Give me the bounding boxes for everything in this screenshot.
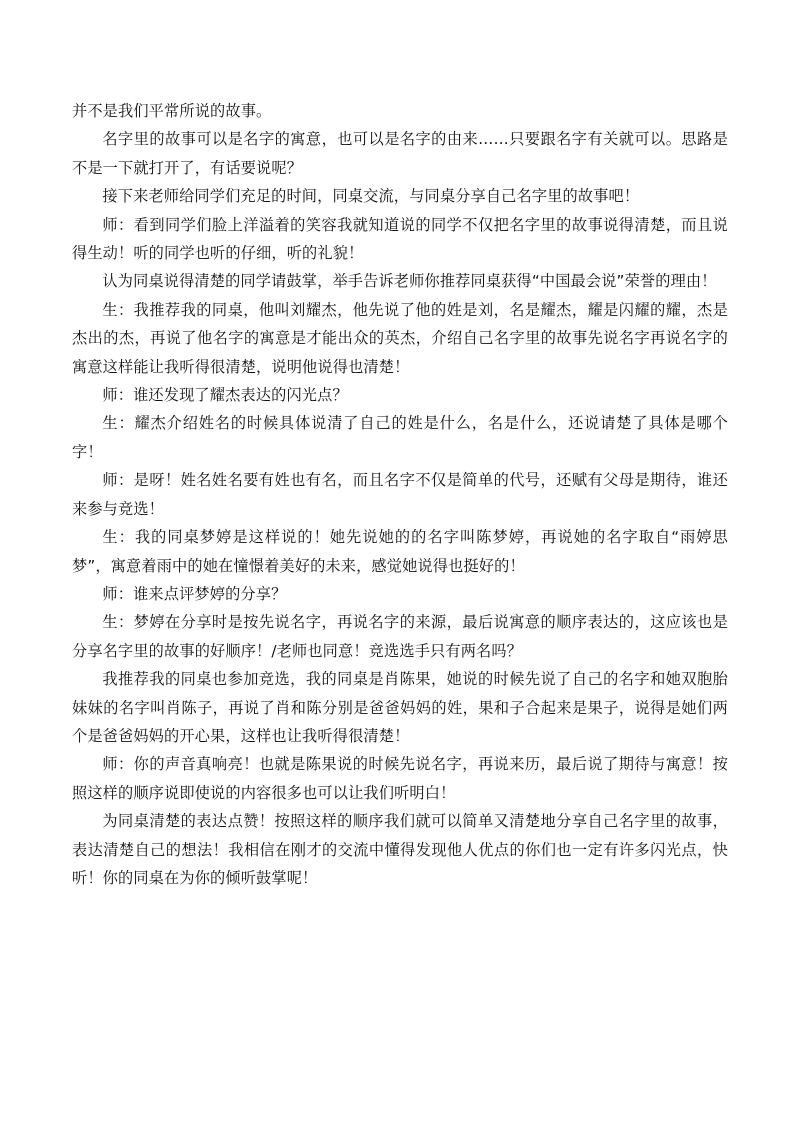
paragraph-student-comment-2: 生：梦婷在分享时是按先说名字，再说名字的来源，最后说寓意的顺序表达的，这应该也是分享名字里的故事的好顺序！/老师也同意！竞选选手只有两名吗？ bbox=[72, 613, 728, 660]
paragraph-continuation: 并不是我们平常所说的故事。 bbox=[72, 102, 272, 120]
paragraph-teacher-response-1: 师：是呀！姓名姓名要有姓也有名，而且名字不仅是简单的代号，还赋有父母是期待，谁还来参与竞选！ bbox=[72, 471, 728, 518]
paragraph-student-liu-yaojie: 生：我推荐我的同桌，他叫刘耀杰，他先说了他的姓是刘，名是耀杰，耀是闪耀的耀，杰是杰出的杰，再说了他名字的寓意是才能出众的英杰，介绍自己名字里的故事先说名字再说名字的寓意这样能让我听得很清楚，说明他说得也清楚！ bbox=[72, 300, 728, 376]
paragraph-teacher-praise: 师：看到同学们脸上洋溢着的笑容我就知道说的同学不仅把名字里的故事说得清楚，而且说得生动！听的同学也听的仔细，听的礼貌！ bbox=[72, 215, 728, 263]
paragraph-student-chen-mengting: 生：我的同桌梦婷是这样说的！她先说她的的名字叫陈梦婷，再说她的名字取自“雨婷思梦”，寓意着雨中的她在憧憬着美好的未来，感觉她说得也挺好的！ bbox=[72, 528, 728, 575]
paragraph-teacher-summary: 师：你的声音真响亮！也就是陈果说的时候先说名字，再说来历，最后说了期待与寓意！按照这样的顺序说即使说的内容很多也可以让我们听明白！ bbox=[72, 755, 728, 802]
paragraph-student-xiao-chenguo: 我推荐我的同桌也参加竞选，我的同桌是肖陈果，她说的时候先说了自己的名字和她双胞胎妹妹的名字叫肖陈子，再说了肖和陈分别是爸爸妈妈的姓，果和子合起来是果子，说得是她们两个是爸爸妈妈的开心果，这样也让我听得很清楚！ bbox=[72, 670, 728, 745]
paragraph-recommendation-prompt: 认为同桌说得清楚的同学请鼓掌，举手告诉老师你推荐同桌获得“中国最会说”荣誉的理由！ bbox=[102, 272, 717, 291]
paragraph-student-comment-1: 生：耀杰介绍姓名的时候具体说清了自己的姓是什么，名是什么，还说请楚了具体是哪个字！ bbox=[72, 414, 728, 461]
paragraph-name-story-explanation: 名字里的故事可以是名字的寓意，也可以是名字的由来……只要跟名字有关就可以。思路是不是一下就打开了，有话要说呢？ bbox=[72, 130, 728, 177]
paragraph-teacher-instruction: 接下来老师给同学们充足的时间，同桌交流，与同桌分享自己名字里的故事吧！ bbox=[102, 187, 640, 206]
paragraph-closing: 为同桌清楚的表达点赞！按照这样的顺序我们就可以简单又清楚地分享自己名字里的故事，表达清楚自己的想法！我相信在刚才的交流中懂得发现他人优点的你们也一定有许多闪光点，快听！你的同桌在为你的倾听鼓掌呢！ bbox=[72, 812, 728, 887]
paragraph-teacher-question-1: 师：谁还发现了耀杰表达的闪光点？ bbox=[102, 386, 348, 405]
paragraph-teacher-question-2: 师：谁来点评梦婷的分享？ bbox=[102, 584, 287, 603]
document-body bbox=[72, 97, 728, 892]
